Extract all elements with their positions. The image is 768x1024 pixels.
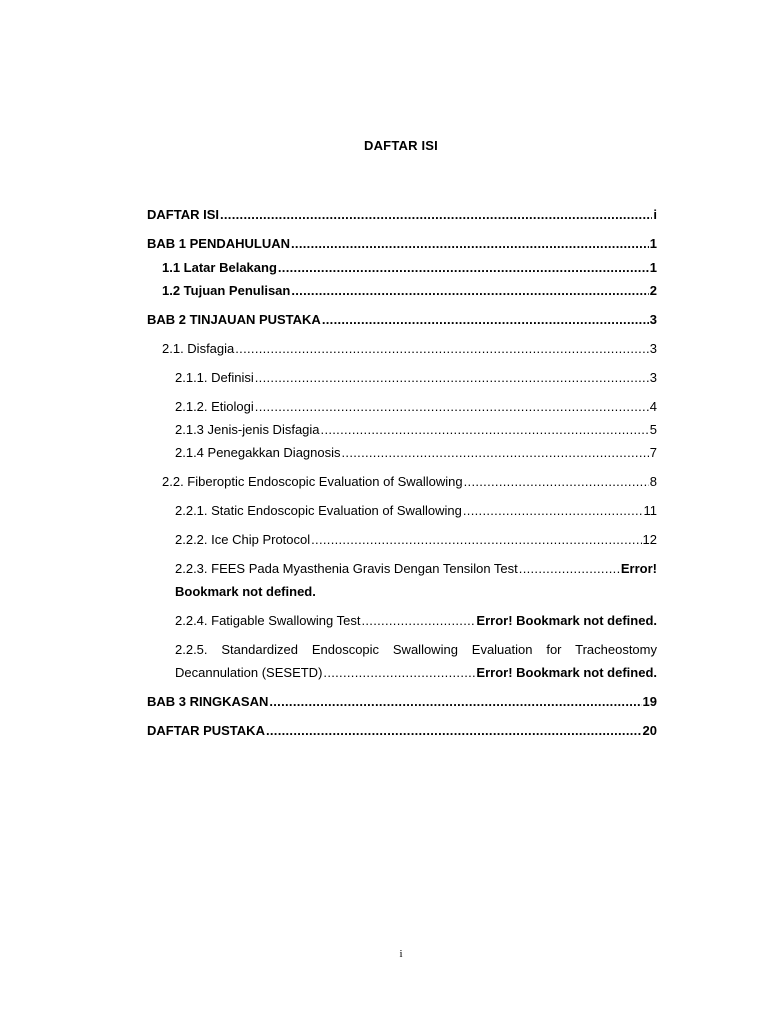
toc-entry-label: 2.1.4 Penegakkan Diagnosis bbox=[175, 445, 341, 460]
toc-entry-1-2[interactable] bbox=[162, 282, 657, 300]
toc-entry-page: 8 bbox=[649, 474, 657, 489]
toc-entry-label: BAB 3 RINGKASAN bbox=[147, 694, 269, 709]
toc-entry-label: 2.1. Disfagia bbox=[162, 341, 235, 356]
toc-entry-label: 2.2.1. Static Endoscopic Evaluation of Swallowing bbox=[175, 503, 462, 518]
toc-entry-label: Decannulation (SESETD) bbox=[175, 665, 323, 680]
dot-leader bbox=[255, 398, 649, 416]
dot-leader bbox=[342, 444, 649, 462]
toc-entry-page: 19 bbox=[642, 694, 657, 709]
toc-entry-label: 2.2.3. FEES Pada Myasthenia Gravis Dengan Tensilon Test bbox=[175, 561, 518, 576]
toc-entry-page: 7 bbox=[649, 445, 657, 460]
toc-entry-2-2-1[interactable] bbox=[175, 502, 657, 520]
dot-leader bbox=[278, 259, 649, 277]
dot-leader bbox=[321, 421, 649, 439]
toc-entry-page: 1 bbox=[649, 236, 657, 251]
toc-entry-2-1[interactable] bbox=[162, 340, 657, 358]
dot-leader bbox=[266, 722, 642, 740]
toc-entry-bab-2[interactable] bbox=[147, 311, 657, 329]
toc-entry-label: 2.2. Fiberoptic Endoscopic Evaluation of Swallowing bbox=[162, 474, 463, 489]
dot-leader bbox=[291, 282, 648, 300]
dot-leader bbox=[255, 369, 649, 387]
dot-leader bbox=[519, 560, 620, 578]
toc-entry-error-continuation: Bookmark not defined. bbox=[175, 584, 316, 599]
toc-entry-page: 5 bbox=[649, 422, 657, 437]
toc-entry-2-2-5[interactable] bbox=[175, 664, 657, 682]
toc-entry-2-1-3[interactable] bbox=[175, 421, 657, 439]
toc-entry-label: 2.2.4. Fatigable Swallowing Test bbox=[175, 613, 361, 628]
toc-entry-label: 2.2.2. Ice Chip Protocol bbox=[175, 532, 311, 547]
toc-entry-1-1[interactable] bbox=[162, 259, 657, 277]
toc-entry-label: 2.1.2. Etiologi bbox=[175, 399, 254, 414]
toc-entry-label: DAFTAR ISI bbox=[147, 207, 219, 222]
toc-entry-error: Error! bbox=[620, 561, 657, 576]
toc-entry-2-1-2[interactable] bbox=[175, 398, 657, 416]
page-title: DAFTAR ISI bbox=[364, 138, 438, 153]
page-number: i bbox=[399, 948, 403, 960]
toc-entry-error: Error! Bookmark not defined. bbox=[476, 665, 657, 680]
toc-entry-error: Error! Bookmark not defined. bbox=[476, 613, 657, 628]
dot-leader bbox=[464, 473, 649, 491]
toc-entry-label: BAB 2 TINJAUAN PUSTAKA bbox=[147, 312, 321, 327]
dot-leader bbox=[291, 235, 649, 253]
toc-entry-page: i bbox=[653, 207, 657, 222]
toc-entry-daftar-pustaka[interactable] bbox=[147, 722, 657, 740]
dot-leader bbox=[220, 206, 652, 224]
toc-entry-page: 3 bbox=[649, 370, 657, 385]
toc-entry-label: BAB 1 PENDAHULUAN bbox=[147, 236, 291, 251]
toc-entry-label: 2.1.3 Jenis-jenis Disfagia bbox=[175, 422, 320, 437]
toc-entry-2-1-4[interactable] bbox=[175, 444, 657, 462]
toc-entry-daftar-isi[interactable] bbox=[147, 206, 657, 224]
toc-entry-2-2-4[interactable] bbox=[175, 612, 657, 630]
dot-leader bbox=[361, 612, 475, 630]
dot-leader bbox=[322, 311, 649, 329]
toc-entry-page: 3 bbox=[649, 341, 657, 356]
dot-leader bbox=[311, 531, 641, 549]
dot-leader bbox=[269, 693, 641, 711]
toc-entry-2-2[interactable] bbox=[162, 473, 657, 491]
toc-entry-2-1-1[interactable] bbox=[175, 369, 657, 387]
toc-entry-2-2-2[interactable] bbox=[175, 531, 657, 549]
toc-entry-label: 1.2 Tujuan Penulisan bbox=[162, 283, 291, 298]
toc-entry-page: 4 bbox=[649, 399, 657, 414]
toc-entry-bab-3[interactable] bbox=[147, 693, 657, 711]
toc-entry-page: 1 bbox=[649, 260, 657, 275]
toc-entry-label: DAFTAR PUSTAKA bbox=[147, 723, 265, 738]
toc-entry-2-2-3[interactable] bbox=[175, 560, 657, 578]
toc-entry-page: 12 bbox=[642, 532, 657, 547]
toc-entry-bab-1[interactable] bbox=[147, 235, 657, 253]
toc-entry-label: 2.1.1. Definisi bbox=[175, 370, 254, 385]
toc-entry-page: 20 bbox=[642, 723, 657, 738]
toc-entry-page: 11 bbox=[643, 503, 657, 518]
toc-entry-page: 3 bbox=[649, 312, 657, 327]
toc-entry-page: 2 bbox=[649, 283, 657, 298]
dot-leader bbox=[323, 664, 475, 682]
dot-leader bbox=[463, 502, 643, 520]
toc-entry-2-2-5-line1[interactable]: 2.2.5. Standardized Endoscopic Swallowing Evaluation for Tracheostomy bbox=[175, 642, 657, 657]
dot-leader bbox=[235, 340, 649, 358]
toc-entry-label: 1.1 Latar Belakang bbox=[162, 260, 277, 275]
